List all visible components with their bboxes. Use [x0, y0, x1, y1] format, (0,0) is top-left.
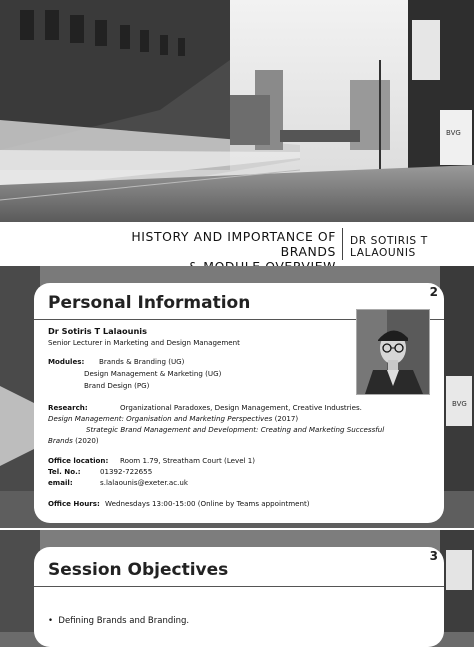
modules-label: Modules: [48, 357, 85, 366]
lecturer-name: Dr Sotiris T Lalaounis [48, 326, 147, 336]
list-item: • Defining Brands and Branding. [48, 616, 190, 626]
personal-information-card [34, 283, 444, 523]
office-location-label: Office location: [48, 456, 109, 465]
email-address[interactable]: s.lalaounis@exeter.ac.uk [100, 478, 189, 487]
publication-2-line2: Brands (2020) [48, 436, 99, 445]
title-rule [34, 586, 444, 587]
author-name: DR SOTIRIS T LALAOUNIS [350, 235, 428, 259]
portrait-photo [356, 309, 430, 395]
module-item: Design Management & Marketing (UG) [84, 369, 222, 378]
tel-label: Tel. No.: [48, 467, 81, 476]
tel-number: 01392-722655 [100, 467, 153, 476]
slide-number: 2 [429, 285, 438, 299]
slide-title: Personal Information [48, 293, 251, 313]
research-label: Research: [48, 403, 88, 412]
presentation-title: HISTORY AND IMPORTANCE OF BRANDS [131, 229, 336, 259]
lecturer-role: Senior Lecturer in Marketing and Design Management [48, 338, 240, 347]
bvg-sign-2: BVG [452, 400, 467, 408]
title-bar [0, 222, 474, 266]
research-topics: Organizational Paradoxes, Design Management, Creative Industries. [120, 403, 362, 412]
bvg-sign: BVG [446, 129, 461, 137]
publication-2-line1: Strategic Brand Management and Development: Creating and Marketing Successful [86, 425, 385, 434]
slide-number: 3 [429, 549, 438, 563]
office-hours-label: Office Hours: [48, 499, 100, 508]
office-location: Room 1.79, Streatham Court (Level 1) [120, 456, 256, 465]
street-photo [0, 0, 474, 222]
title-divider [342, 228, 343, 260]
publication-1: Design Management: Organisation and Marketing Perspectives (2017) [48, 414, 299, 423]
email-label: email: [48, 478, 73, 487]
module-item: Brand Design (PG) [84, 381, 150, 390]
session-objectives-card [34, 547, 444, 647]
office-hours: Wednesdays 13:00-15:00 (Online by Teams appointment) [105, 499, 310, 508]
module-item: Brands & Branding (UG) [99, 357, 185, 366]
slide-title: Session Objectives [48, 560, 229, 580]
